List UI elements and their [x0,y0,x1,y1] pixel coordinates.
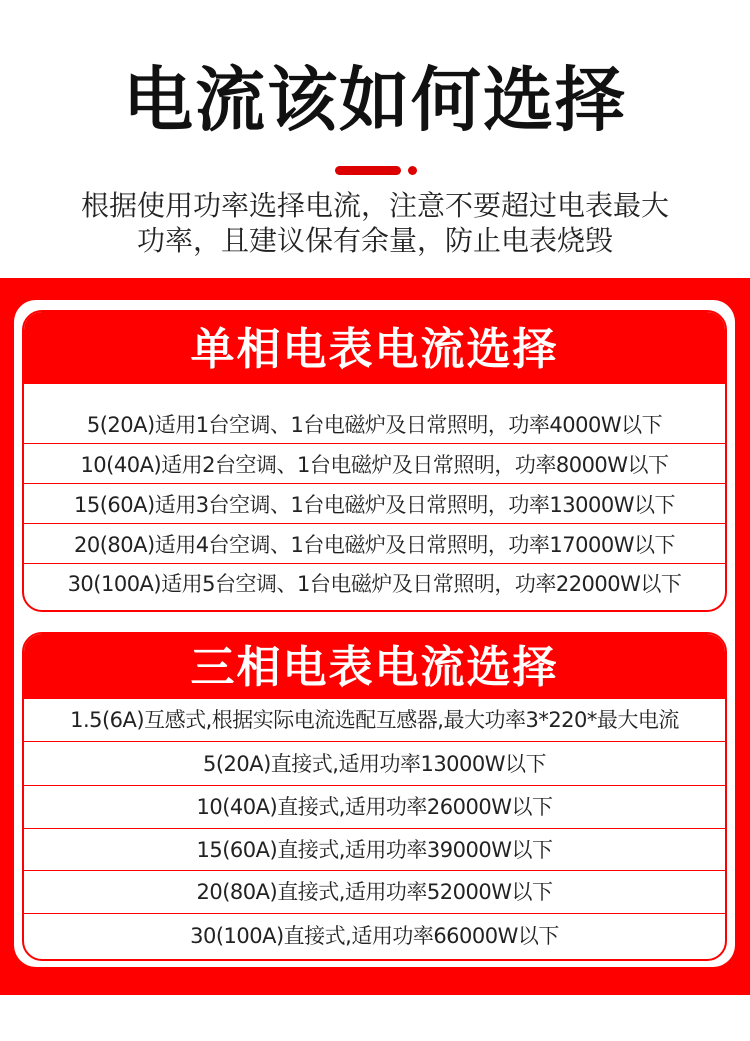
table-row: 20(80A)适用4台空调、1台电磁炉及日常照明，功率17000W以下 [24,524,725,564]
table-row: 10(40A)适用2台空调、1台电磁炉及日常照明，功率8000W以下 [24,444,725,484]
table-row: 30(100A)适用5台空调、1台电磁炉及日常照明，功率22000W以下 [67,572,682,596]
three-phase-panel [22,632,727,961]
single-phase-panel [22,310,727,612]
three-phase-title: 三相电表电流选择 [24,634,725,699]
table-row: 15(60A)直接式,适用功率39000W以下 [24,829,725,871]
decorative-dot [408,166,417,175]
decorative-bar [335,166,401,175]
page-title: 电流该如何选择 [123,59,627,141]
single-phase-title: 单相电表电流选择 [24,312,725,384]
subtitle-line: 根据使用功率选择电流，注意不要超过电表最大 [80,189,669,222]
subtitle [0,188,750,258]
subtitle-line: 功率，且建议保有余量，防止电表烧毁 [136,224,613,257]
table-row: 5(20A)直接式,适用功率13000W以下 [24,742,725,786]
table-row: 5(20A)适用1台空调、1台电磁炉及日常照明，功率4000W以下 [24,384,725,444]
table-row: 20(80A)直接式,适用功率52000W以下 [24,871,725,914]
table-row: 15(60A)适用3台空调、1台电磁炉及日常照明，功率13000W以下 [24,484,725,524]
table-row: 1.5(6A)互感式,根据实际电流选配互感器,最大功率3*220*最大电流 [24,699,725,742]
table-row: 10(40A)直接式,适用功率26000W以下 [24,786,725,829]
table-row: 30(100A)直接式,适用功率66000W以下 [190,924,559,948]
